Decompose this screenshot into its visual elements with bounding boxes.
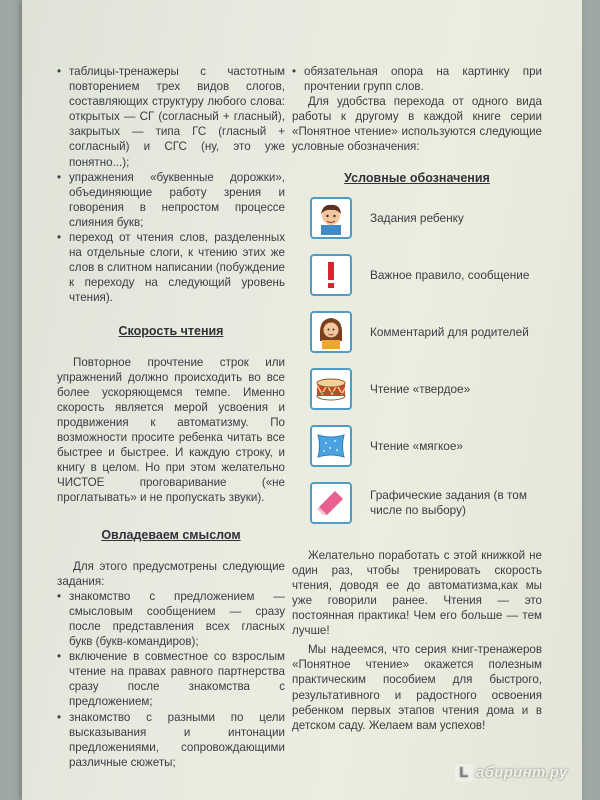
legend-label: Задания ребенку [370, 210, 464, 225]
list-item: • знакомство с разными по цели высказывания и интонации предложениями, сопровождающими различные сюжеты; [57, 710, 285, 770]
legend-item [292, 190, 542, 247]
list-item: • знакомство с предложением — смысловым сообщением — сразу после представления всех гласных букв (букв-командиров); [57, 589, 285, 649]
legend-label: Комментарий для родителей [370, 324, 529, 339]
labirint-logo-icon: L [455, 764, 473, 782]
legend-item [292, 304, 542, 361]
eraser-icon [310, 482, 352, 524]
left-column [57, 64, 285, 770]
bullet-list-bottom [57, 589, 285, 770]
legend-item [292, 418, 542, 475]
woman-icon [310, 311, 352, 353]
legend-intro: Для удобства перехода от одного вида работы к другому в каждой книге серии «Понятное чтение» используются следующие условные обозначения: [292, 95, 542, 154]
book-page [22, 0, 582, 800]
bullet-list-right [292, 64, 542, 94]
bullet-list-top [57, 64, 285, 306]
speed-paragraph: Повторное прочтение строк или упражнений должно происходить во все более ускоряющемся темпе. Именно скорость является мерой усвоения и продвижения к автоматизму. По возможности просите ребенка читать все быстрее и быстрее. И каждую строку, и книгу в целом. Но при этом желательно ЧИСТОЕ проговаривание («не проглатывать» и не пропускать звуки). [57, 355, 285, 505]
legend-label: Чтение «твердое» [370, 381, 471, 396]
list-item: • включение в совместное со взрослым чтение на правах равного партнерства сразу после знакомства с предложением; [57, 649, 285, 709]
legend-item [292, 475, 542, 532]
drum-icon [310, 368, 352, 410]
exclamation-icon [310, 254, 352, 296]
legend-label: Важное правило, сообщение [370, 267, 530, 282]
heading-speed: Скорость чтения [118, 323, 224, 338]
legend-item [292, 247, 542, 304]
watermark-logo [455, 764, 568, 782]
meaning-intro: Для этого предусмотрены следующие задания: [57, 559, 285, 588]
legend-label: Графические задания (в том числе по выбору) [370, 488, 527, 518]
paragraph-practice: Желательно поработать с этой книжкой не один раз, чтобы тренировать скорость чтения, доводя ее до автоматизма,как мы уже говорили ранее. Чтения — это постоянная практика! Чем его больше — тем лучше! [292, 548, 542, 638]
paragraph-closing: Мы надеемся, что серия книг-тренажеров «Понятное чтение» окажется полезным практическим пособием для быстрого, результативного и радостного освоения ребенком первых этапов чтения дома и в детском саду. Желаем вам успехов! [292, 643, 542, 732]
boy-icon [310, 197, 352, 239]
watermark-text: абиринт.ру [476, 764, 568, 781]
legend-heading: Условные обозначения [344, 170, 490, 185]
right-column [292, 64, 542, 733]
legend-item [292, 361, 542, 418]
heading-meaning: Овладеваем смыслом [101, 527, 241, 542]
list-item: • обязательная опора на картинку при прочтении групп слов. [292, 64, 542, 94]
list-item: • упражнения «буквенные дорожки», объединяющие работу зрения и говорения в непростом процессе слияния букв; [57, 170, 285, 230]
list-item: • таблицы-тренажеры с частотным повторением трех видов слогов, составляющих структуру любого слова: открытых — СГ (согласный + гласный), закрытых — типа ГС (гласный + согласный) и СГС (ну, это уже понятно...); [57, 64, 285, 170]
legend-label: Чтение «мягкое» [370, 438, 463, 453]
list-item: • переход от чтения слов, разделенных на отдельные слоги, к чтению этих же слов в слитном написании (побуждение к переходу на следующий уровень чтения). [57, 230, 285, 305]
pillow-icon [310, 425, 352, 467]
